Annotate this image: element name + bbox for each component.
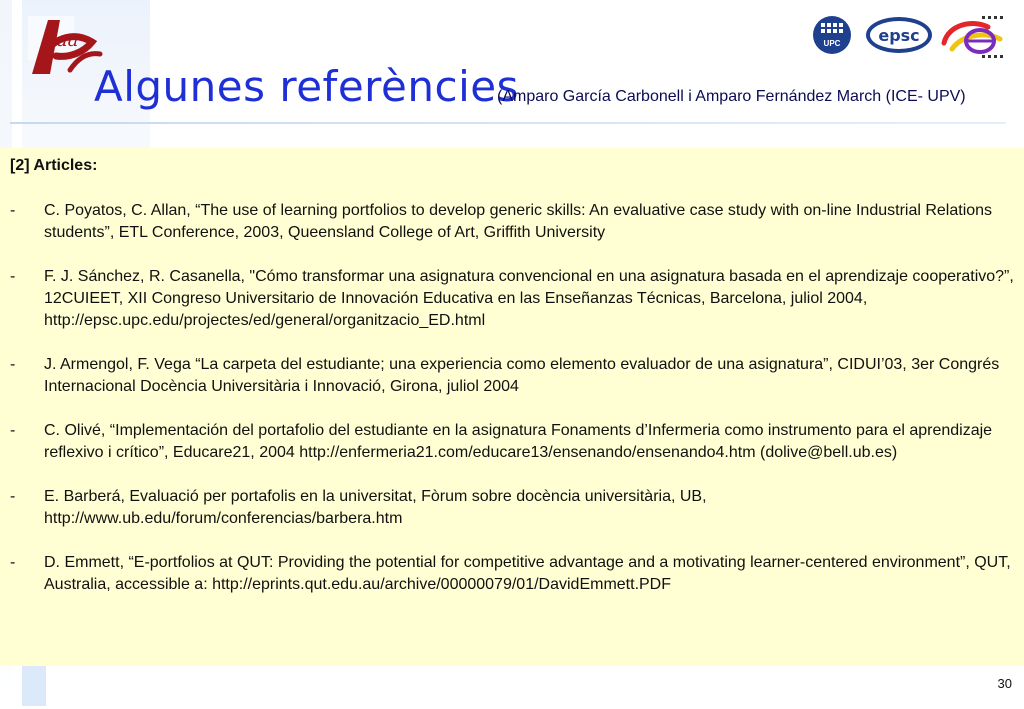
reference-text: J. Armengol, F. Vega “La carpeta del estudiante; una experiencia como elemento evaluador de una asignatura”, CIDUI’03, 3er Congrés Internacional Docència Universitària i Innovació, Girona, juliol 2004 bbox=[44, 356, 1000, 395]
reference-text: D. Emmett, “E-portfolios at QUT: Providing the potential for competitive advantage and a motivating learner-centered environment”, QUT, Australia, accessible a: http://eprints.qut.edu.au/archive/00000079/01/DavidEmmett.PDF bbox=[44, 554, 1011, 593]
decorative-bottom-left-block bbox=[22, 666, 46, 706]
list-dash: - bbox=[10, 268, 16, 285]
reference-item bbox=[10, 552, 1020, 596]
reference-list bbox=[10, 200, 1020, 618]
reference-text: F. J. Sánchez, R. Casanella, "Cómo transformar una asignatura convencional en una asignatura basada en el aprendizaje cooperativo?”, 12CUIEET, XII Congreso Universitario de Innovación Educativa en las Enseñanzas Técnicas, Barcelona, juliol 2004, http://epsc.upc.edu/projectes/ed/general/organitzacio_ED.html bbox=[44, 268, 1014, 329]
epsc-logo bbox=[864, 15, 934, 55]
reference-item bbox=[10, 266, 1020, 332]
title-divider bbox=[10, 122, 1006, 124]
upc-logo bbox=[810, 15, 854, 55]
page-title: Algunes referències bbox=[94, 62, 519, 111]
reference-text: C. Poyatos, C. Allan, “The use of learning portfolios to develop generic skills: An evaluative case study with on-line Industrial Relations students”, ETL Conference, 2003, Queensland College of Art, Griffith University bbox=[44, 202, 993, 241]
page-subtitle: (Amparo García Carbonell i Amparo Fernández March (ICE- UPV) bbox=[497, 88, 966, 105]
reference-item bbox=[10, 200, 1020, 244]
reference-item bbox=[10, 486, 1020, 530]
reference-text: E. Barberá, Evaluació per portafolis en la universitat, Fòrum sobre docència universitària, UB, http://www.ub.edu/forum/conferencias/barbera.htm bbox=[44, 488, 707, 527]
reference-text: C. Olivé, “Implementación del portafolio del estudiante en la asignatura Fonaments d’Infermeria como instrumento para el aprendizaje reflexivo i crítico”, Educare21, 2004 http://enfermeria21.com/educare13/ensenando/ensenando4.htm (dolive@bell.ub.es) bbox=[44, 422, 993, 461]
reference-item bbox=[10, 354, 1020, 398]
university-logo bbox=[26, 12, 104, 80]
upc-logo-label: UPC bbox=[823, 39, 841, 48]
reference-item bbox=[10, 420, 1020, 464]
list-dash: - bbox=[10, 356, 16, 373]
list-dash: - bbox=[10, 202, 16, 219]
page-number: 30 bbox=[997, 676, 1012, 691]
university-logo-letters: ua bbox=[56, 30, 79, 51]
e-learning-logo bbox=[938, 13, 1008, 61]
list-dash: - bbox=[10, 554, 16, 571]
epsc-logo-label: epsc bbox=[878, 26, 920, 45]
list-dash: - bbox=[10, 488, 16, 505]
section-heading: [2] Articles: bbox=[10, 157, 98, 174]
list-dash: - bbox=[10, 422, 16, 439]
